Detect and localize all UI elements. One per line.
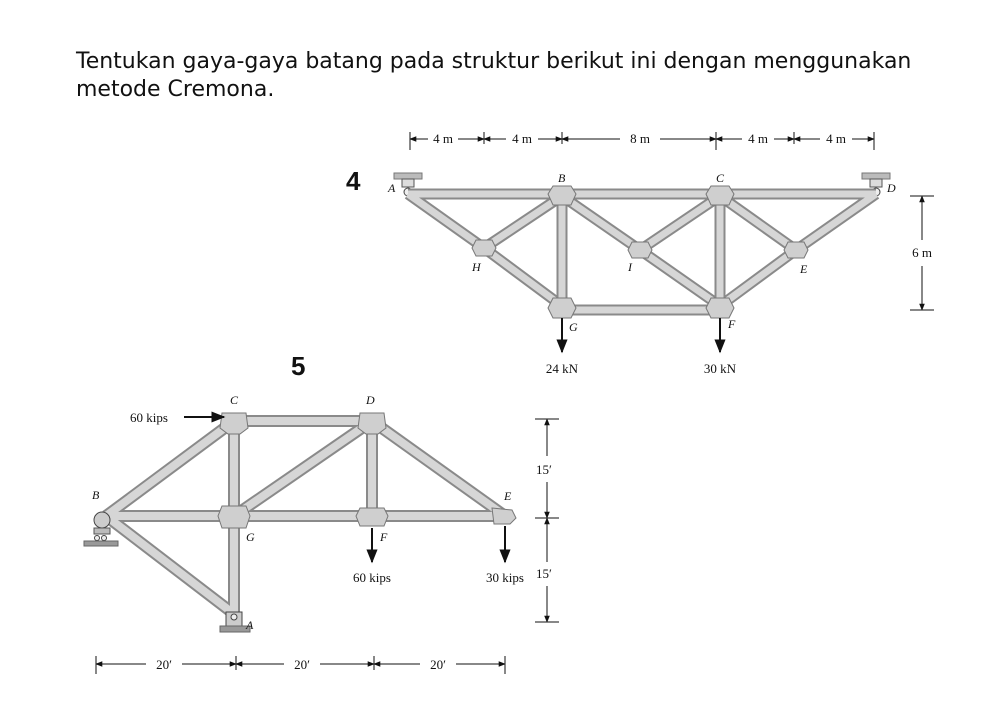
truss-4-node-h: H <box>472 260 481 274</box>
truss-5-load-f: 60 kips <box>353 570 391 585</box>
truss-5-member-faces <box>106 421 505 614</box>
truss-4-height: 6 m <box>912 245 932 260</box>
truss-5-height-2: 15′ <box>536 566 552 581</box>
truss-5-node-b: B <box>92 488 100 502</box>
problem-4-number: 4 <box>346 166 361 196</box>
truss-5-node-f: F <box>380 530 388 544</box>
truss-5-node-a: A <box>246 618 254 632</box>
truss-4-node-a: A <box>388 181 396 195</box>
truss-4-span-1: 4 m <box>433 131 453 146</box>
truss-5-height-1: 15′ <box>536 462 552 477</box>
truss-5-span-3: 20′ <box>430 657 446 672</box>
truss-5-load-e: 30 kips <box>486 570 524 585</box>
truss-4-span-2: 4 m <box>512 131 532 146</box>
truss-4-node-c: C <box>716 171 725 185</box>
truss-4-span-5: 4 m <box>826 131 846 146</box>
truss-5-height-dimensions <box>535 419 559 622</box>
problem-5-number: 5 <box>291 351 306 381</box>
truss-4-node-i: I <box>628 260 632 274</box>
truss-5-node-c: C <box>230 393 239 407</box>
truss-5-load-c: 60 kips <box>130 410 168 425</box>
truss-4-node-d: D <box>887 181 896 195</box>
truss-5-span-1: 20′ <box>156 657 172 672</box>
truss-4-node-f: F <box>728 317 736 331</box>
truss-4-span-4: 4 m <box>748 131 768 146</box>
truss-5-node-g: G <box>246 530 255 544</box>
truss-4-node-b: B <box>558 171 566 185</box>
truss-4-node-e: E <box>800 262 808 276</box>
truss-4-span-3: 8 m <box>630 131 650 146</box>
truss-4-load-f: 30 kN <box>703 361 737 376</box>
truss-5-span-2: 20′ <box>294 657 310 672</box>
truss-4-load-g: 24 kN <box>545 361 579 376</box>
truss-4-node-g: G <box>569 320 578 334</box>
truss-5-node-d: D <box>366 393 375 407</box>
problem-instruction: Tentukan gaya-gaya batang pada struktur berikut ini dengan menggunakan metode Cremona. <box>76 49 912 102</box>
truss-5-node-e: E <box>504 489 512 503</box>
